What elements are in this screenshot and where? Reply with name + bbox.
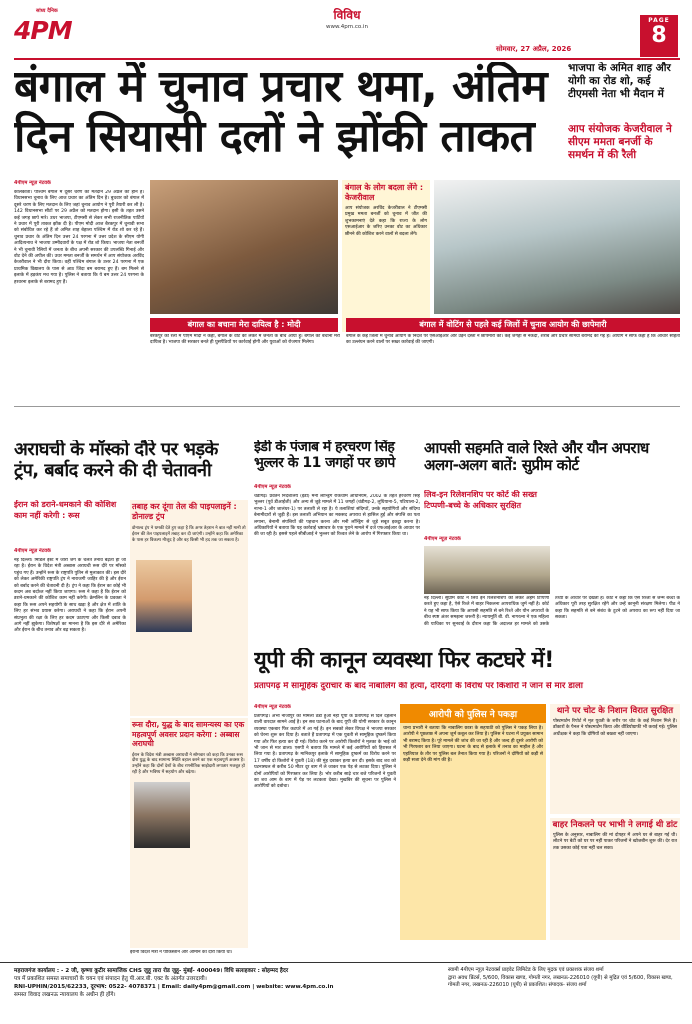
iran-headline: अराघची के मॉस्को दौरे पर भड़के ट्रंप, बर्बाद करने की दी चेतावनी <box>14 440 218 481</box>
photo-trump <box>136 560 192 632</box>
court-subheadline: लिव-इन रिलेशनशिप पर कोर्ट की सख्त टिप्पणी-बच्चे के अधिकार सुरक्षित <box>424 490 537 510</box>
lead-side-strap-1: भाजपा के अमित शाह और योगी का रोड शो, कई टीएमसी नेता भी मैदान में <box>568 62 671 100</box>
iran-body: नई दिल्ली। मिडिल ईस्ट में जारी जंग के चलते तनाव बढ़ता ही जा रहा है। ईरान के विदेश मंत्री अब्बास अराघची रूस दौरे पर मॉस्को पहुंच गए हैं। उन्होंने रूस के राष्ट्रपति पुतिन से मुलाकात की। इस दौरे को लेकर अमेरिकी राष्ट्रपति ट्रंप ने नाराजगी जाहिर की है और ईरान को बर्बाद करने की चेतावनी दी है। ट्रंप ने कहा कि ईरान का कोई भी कदम अब बर्दाश्त नहीं किया जाएगा। रूस ने कहा है कि ईरान को डराने-धमकाने की कोशिश काम नहीं करेगी। क्रेमलिन के प्रवक्ता ने कहा कि रूस अपने सहयोगी के साथ खड़ा है और क्षेत्र में शांति के लिए हर संभव प्रयास करेगा। अराघची ने कहा कि ईरान अपनी संप्रभुता की रक्षा के लिए हर कदम उठाएगा और किसी दबाव के आगे नहीं झुकेगा। विशेषज्ञों का मानना है कि इस दौरे से अमेरिका और ईरान के बीच तनाव और बढ़ सकता है। <box>14 558 126 634</box>
court-headline: आपसी सहमति वाले रिश्ते और यौन अपराध अलग-अलग बातें: सुप्रीम कोर्ट <box>424 440 649 475</box>
iran-tail: ईरानी विदेश मंत्री ने पाकिस्तान और ओमान का दौरा किया था। <box>130 950 233 955</box>
masthead-tagline: सांध्य दैनिक <box>36 8 58 14</box>
footer-contacts: RNI-UPHIN/2015/62233, दूरभाष: 0522- 4078371 | Email: daily4pm@gmail.com | website: www.4pm.co.in <box>14 984 334 990</box>
ec-caption-title: बंगाल में वोटिंग से पहले कई जिलों में चुनाव आयोग की छापेमारी <box>346 318 680 332</box>
outside-box-body: पुलिस के अनुसार, नाबालिग की मां दोपहर में अपने घर से बाहर गई थी। लौटने पर बेटी को घर पर नहीं पाकर परिजनों ने खोजबीन शुरू की। देर रात तक उसका कोई पता नहीं चल सका। <box>553 833 677 851</box>
photo-kejriwal-rally <box>434 180 680 314</box>
footer <box>0 962 692 1024</box>
calm-box-title: थाने पर चोट के निशान विरात सुरक्षित <box>556 706 674 716</box>
ed-byline: 4पीएम न्यूज़ नेटवर्क <box>254 484 291 490</box>
ec-caption-body: बंगाल के कई जिलों में चुनाव आयोग के निर्देश पर एसआईआर और उड़न दस्तों ने छापेमारी की। कई जगहों से नकदी, शराब और प्रचार सामग्री बरामद की गई है। आयोग ने साफ कहा है कि आचार संहिता का उल्लंघन करने वालों पर सख्त कार्रवाई की जाएगी। <box>346 334 680 346</box>
footer-left <box>14 967 434 999</box>
issue-date: सोमवार, 27 अप्रैल, 2026 <box>496 45 572 53</box>
russia-box-title: रूस दौरा, युद्ध के बाद सामन्यस्य का एक महत्वपूर्ण अवसर प्रदान करेगा : अब्बास अराघची <box>132 720 245 748</box>
section-name: विविध <box>333 8 361 22</box>
court-byline: 4पीएम न्यूज़ नेटवर्क <box>424 536 461 542</box>
iran-subheadline: ईरान को डराने-धमकाने की कोशिश काम नहीं करेगी : रूस <box>14 500 117 520</box>
ed-body: चंडीगढ़। प्रवर्तन निदेशालय (ईडी) मनी लॉन्ड्रिंग रोकथाम अधिनियम, 2002 के तहत हरचरण सिंह भुल्लर (पूर्व डीआईजी) और अन्य से जुड़े मामले में 11 जगहों (चंडीगढ़-2, लुधियाना-5, पटियाला-2, नाभा-1 और जालंधर-1) पर तलाशी ले रहा है। ये तलाशियां संदिग्धों, उनके सहयोगियों और संदिग्ध बेनामीदारों से जुड़ी हैं। इस तलाशी अभियान का मकसद अपराध से हासिल हुई और संपत्ति का पता लगाना, बेनामी संपत्तियों की पहचान करना और मनी लॉन्ड्रिंग से जुड़े सबूत इकट्ठा करना है। अधिकारियों ने बताया कि यह कार्रवाई भ्रष्टाचार के एक पुराने मामले में दर्ज एफआईआर के आधार पर की जा रही है। इससे पहले सीबीआई ने भुल्लर को रिश्वत लेने के आरोप में गिरफ्तार किया था। <box>254 494 420 538</box>
court-body: नई दिल्ली। सुप्रीम कोर्ट ने लिव इन रिलेशनशिप को लेकर अहम टिप्पणी करते हुए कहा है, ऐसे रिश्ते में बाहर निकलना आपराधिक जुर्म नहीं है। कोर्ट ने यह भी साफ किया कि आपसी सहमति से बने रिश्ते और यौन अपराधों के बीच स्पष्ट अंतर समझना जरूरी है। न्यायमूर्ति बी. वी. नागरत्ना ने एक महिला की याचिका पर सुनवाई के दौरान कहा कि अदालत हर मामले को उसके तथ्यों के आधार पर देखती है। कोर्ट ने कहा कि ऐसे रिश्तों से जन्मे बच्चों के अधिकार पूरी तरह सुरक्षित रहेंगे और उन्हें कानूनी संरक्षण मिलेगा। पीठ ने कहा कि सहमति से बने संबंध के टूटने को अपराध का रूप नहीं दिया जा सकता। <box>424 596 680 627</box>
footer-address: महराजगंज कार्यालय : - 2 जी, कृष्णा कुटीर सामाजिक CHS जुहू तारा रोड जुहू- मुंबई- 400049। विधि सलाहकार : सोहम्मद हैदर <box>14 968 289 974</box>
photo-modi-rally <box>150 180 338 314</box>
infobox-body: आप संयोजक अरविंद केजरीवाल ने टीएमसी प्रमुख ममता बनर्जी को चुनाव में जीत की शुभकामनाएं देते कहा कि राज्य के लोग एसआईआर के जरिए उनका वोट का अधिकार छीनने की कोशिश करने वालों से बदला लेंगे। <box>345 206 427 237</box>
trump-box-title: तबाह कर दूंगा तेल की पाइपलाइनें : डोनाल्ड ट्रंप <box>132 502 237 521</box>
footer-jurisdiction: समस्त विवाद लखनऊ न्यायालय के अधीन ही होंगे। <box>14 992 116 998</box>
russia-box-body: ईरान के विदेश मंत्री अब्बास अराघची ने सोमवार को कहा कि उनका रूस दौरा युद्ध के बाद सामान्य स्थिति बहाल करने का एक महत्वपूर्ण अवसर है। उन्होंने कहा कि दोनों देशों के बीच रणनीतिक साझेदारी लगातार मजबूत हो रही है और भविष्य में सहयोग और बढ़ेगा। <box>132 752 245 775</box>
calm-box <box>550 704 680 814</box>
up-subheadline: प्रतापगढ़ में सामूहिक दुराचार के बाद नाबालिग की हत्या, दरिंदगी के विरोध पर किशोरों ने जान से मार डाला <box>254 682 583 691</box>
lead-side-panel <box>568 62 680 174</box>
lead-bottom-rule <box>14 406 680 407</box>
footer-note: पत्र में प्रकाशित समस्त समाचारों के चयन एवं संपादन हेतु पी.आर.बी. एक्ट के अंतर्गत उत्तरदायी। <box>14 976 207 982</box>
up-byline: 4पीएम न्यूज़ नेटवर्क <box>254 704 291 710</box>
lead-infobox <box>342 180 430 332</box>
lead-headline: बंगाल में चुनाव प्रचार थमा, अंतिम दिन सियासी दलों ने झोंकी ताकत <box>14 62 548 163</box>
ed-title: ईडी के पंजाब में हरचरण सिंह भुल्लर के 11 जगहों पर छापे <box>254 440 395 471</box>
outside-box-title: बाहर निकलने पर भाभी ने लगाई थी डांट <box>552 820 678 830</box>
footer-publisher: स्वामी 4पीएम न्यूज़ नेटवर्क्स प्राइवेट लिमिटेड के लिए मुद्रक एवं प्रकाशक संजय शर्मा <box>448 967 604 973</box>
accused-box-body: थाना प्रभारी ने बताया कि नाबालिग छात्रा के सहपाठी को पुलिस ने पकड़ लिया है। आरोपी ने पूछताछ में अपना जुर्म कबूल कर लिया है। पुलिस ने घटना में प्रयुक्त सामान भी बरामद किया है। पूरे मामले की जांच की जा रही है और जल्द ही दूसरे आरोपी को भी गिरफ्तार कर लिया जाएगा। घटना के बाद से इलाके में तनाव का माहौल है और एहतियात के तौर पर पुलिस बल तैनात किया गया है। परिजनों ने दोषियों को कड़ी से कड़ी सजा देने की मांग की है। <box>403 726 543 764</box>
up-body: प्रतापगढ़। अभी नाजीपुर का मामला ठंडा हुआ नहीं यूपी के प्रतापगढ़ से दिल दहलाने वाली वारदात सामने आई है। इन सब घटनाओं के बाद यूपी की योगी सरकार के कानून व्यवस्था एकबार फिर कटघरे में आ गई है। इन सबको लेकर विपक्ष ने भाजपा सरकार को घेरना शुरू कर दिया है। बताते हैं प्रतापगढ़ में एक युवती से सामूहिक दुष्कर्म किया गया और फिर हत्या कर दी गई। विरोध करने पर आरोपी किशोरों ने मृतका के भाई को भी जान से मार डाला। एसपी ने बताया कि मामले में कई आरोपियों को हिरासत में लिया गया है। प्रतापगढ़ के मानिकपुर इलाके में सामूहिक दुष्कर्म का विरोध करने पर 17 वर्षीय दो किशोरों ने युवती (18) की मुंह दबाकर हत्या कर दी। इसके बाद शव को घटनास्थल से करीब 50 मीटर दूर बाग में ले जाकर एक पेड़ से लटका दिया। पुलिस ने दोनों आरोपियों को गिरफ्तार कर लिया है। भोर करीब साढ़े चार बजे परिजनों ने युवती का शव आम के बाग में पेड़ पर लटकता देखा। मुखबिर की सूचना पर पुलिस ने आरोपियों को दबोचा। <box>254 714 396 790</box>
page-label: PAGE <box>648 17 670 24</box>
modi-caption-title: बंगाल का बचाना मेरा दायित्व है : मोदी <box>150 318 338 332</box>
photo-araghchi <box>134 782 190 848</box>
page-number: 8 <box>651 23 667 48</box>
masthead <box>0 0 692 60</box>
photo-supreme-court <box>424 546 550 594</box>
masthead-logo: 4PM <box>14 16 72 45</box>
footer-printer: द्वारा अवध प्रिंटर्स, 5/600, विकास खण्ड, गोमती नगर, लखनऊ-226010 (यूपी) से मुद्रित एवं 5/600, विकास खण्ड, गोमती नगर, लखनऊ-226010 (यूपी) से प्रकाशित। संपादक- संजय शर्मा <box>448 974 673 988</box>
infobox-title: बंगाल के लोग बदला लेंगे : केजरीवाल <box>345 183 424 202</box>
iran-byline: 4पीएम न्यूज़ नेटवर्क <box>14 548 51 554</box>
trump-box-body: डोनाल्ड ट्रंप ने धमकी देते हुए कहा है कि अगर तेहरान ने बात नहीं मानी तो ईरान की तेल पाइपलाइनें तबाह कर दी जाएंगी। उन्होंने कहा कि अमेरिका के पास हर विकल्प मौजूद है और वह किसी भी हद तक जा सकता है। <box>132 526 246 543</box>
modi-caption-body: बैरकपुर की रैली में पीएम मोदी ने कहा, बंगाल के वोट को लेकर मैं जनता के बीच आया हूं। बंगाल को बचाना मेरा दायित्व है। भाजपा की सरकार बनते ही घुसपैठियों पर कार्रवाई होगी और युवाओं को रोजगार मिलेगा। <box>150 334 340 346</box>
lead-body: कोलकाता। पश्चिम बंगाल में दूसरे चरण का मतदान 29 अप्रैल को होने है। विधानसभा चुनाव के लिए आज प्रचार का अंतिम दिन है। बुधवार को बंगाल में दूसरे चरण के लिए मतदान के लिए जहां चुनाव आयोग ने पूरी तैयारी कर ली है। 142 विधानसभा सीटों पर 29 अप्रैल को मतदान होगा। इसी के तहत उसने कई जगह छापे मारे। उधर भाजपा, टीएमसी से लेकर सभी राजनीतिक पार्टियों ने प्रचार में पूरी ताकत झोंक दी है। पीएम मोदी आज बैरकपुर में चुनावी सभा को संबोधित कर रहे हैं तो अमित शाह बेहाला पश्चिम में रोड शो कर रहे हैं। चुनाव प्रचार के अंतिम दिन उत्तर 24 परगना में उत्तर प्रदेश के सीएम योगी आदित्यनाथ ने भाजपा उम्मीदवारों के पक्ष में रोड शो किया। भाजपा नेता बनर्जी ने भी चुनावी रैलियों में जनता के बीच अपनी सरकार की उपलब्धि गिनाई और वोट देने की अपील की। उधर ममता बनर्जी के समर्थन में आप संयोजक अरविंद केजरीवाल ने भी दौरा किया। वहीं पश्चिम बंगाल के उत्तर 24 परगना में एक प्राथमिक विद्यालय के पास से आठ जिंदा बम बरामद हुए हैं। बम मिलने से इलाके में हड़कंप मच गया है। पुलिस ने बताया कि ये बम उत्तर 24 परगना के हरवरना इलाके से बरामद हुए हैं। <box>14 190 144 285</box>
website-label: www.4pm.co.in <box>326 24 368 30</box>
masthead-rule <box>14 58 680 60</box>
calm-box-body: पोस्टमार्टम रिपोर्ट में मृत युवती के शरीर पर चोट के कई निशान मिले हैं। डॉक्टरों के पैनल ने पोस्टमार्टम किया और वीडियोग्राफी भी कराई गई। पुलिस अधीक्षक ने कहा कि दोषियों को बख्शा नहीं जाएगा। <box>553 719 677 737</box>
logo <box>14 8 76 50</box>
lead-side-strap-2: आप संयोजक केजरीवाल ने सीएम ममता बनर्जी के समर्थन में की रैली <box>568 123 672 161</box>
accused-box <box>400 704 546 940</box>
lead-byline: 4पीएम न्यूज़ नेटवर्क <box>14 180 51 186</box>
outside-box <box>550 818 680 940</box>
page-badge <box>640 15 678 57</box>
accused-box-title: आरोपी को पुलिस ने पकड़ा <box>400 704 546 723</box>
footer-right <box>448 967 680 990</box>
up-headline: यूपी की कानून व्यवस्था फिर कटघरे में! <box>254 648 554 673</box>
